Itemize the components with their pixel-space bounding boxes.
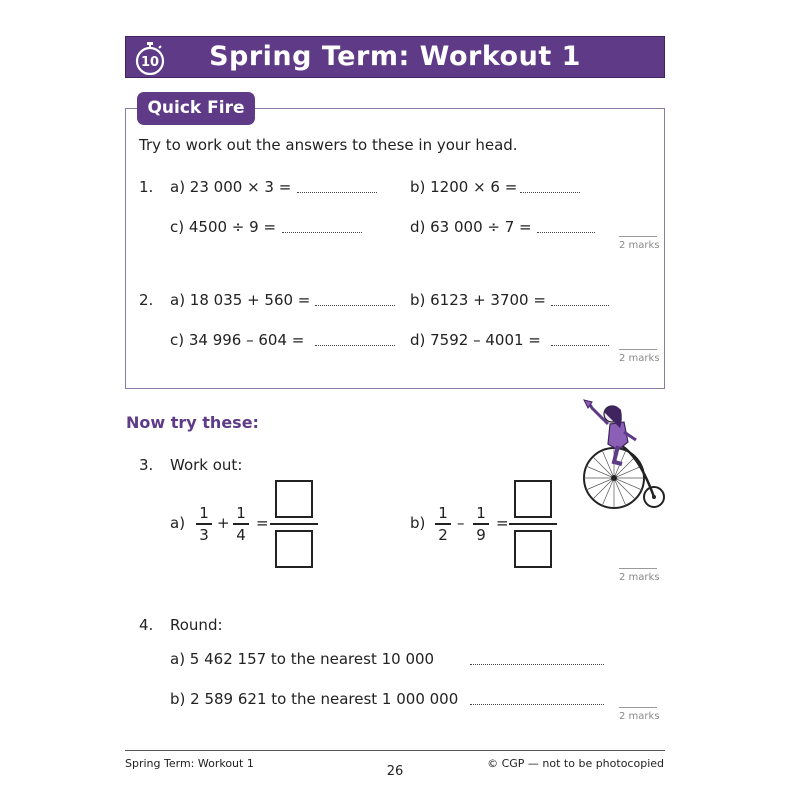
q4a-text: a) 5 462 157 to the nearest 10 000 [170, 650, 435, 668]
timer-label: 10 [140, 55, 160, 70]
q2-number: 2. [139, 291, 154, 309]
q3b-fraction-bar-2 [473, 523, 489, 525]
q3b-denominator-2: 9 [476, 526, 486, 544]
q4a-answer[interactable] [470, 664, 604, 665]
q1b-answer[interactable] [520, 192, 580, 193]
q1b-text: b) 1200 × 6 = [410, 178, 518, 196]
q1c-text: c) 4500 ÷ 9 = [170, 218, 277, 236]
q3a-label: a) [170, 514, 186, 532]
q3a-fraction-bar-2 [233, 523, 249, 525]
q3b-denominator-input[interactable] [514, 530, 552, 568]
q3-prompt: Work out: [170, 456, 243, 474]
penny-farthing-cyclist-illustration [578, 398, 668, 510]
footer-divider [125, 750, 665, 751]
q2d-answer[interactable] [551, 345, 609, 346]
q1a-answer[interactable] [297, 192, 377, 193]
q3a-denominator-1: 3 [199, 526, 209, 544]
title-bar [125, 36, 665, 78]
q3b-operator: – [457, 514, 465, 532]
q4-marks: 2 marks [619, 711, 660, 722]
q3a-numerator-1: 1 [199, 504, 209, 522]
q3b-denominator-1: 2 [438, 526, 448, 544]
q1d-text: d) 63 000 ÷ 7 = [410, 218, 532, 236]
q3-marks-box[interactable] [619, 568, 657, 569]
q1a-text: a) 23 000 × 3 = [170, 178, 292, 196]
q3a-equals: = [256, 514, 269, 532]
q3-number: 3. [139, 456, 154, 474]
q3a-numerator-2: 1 [236, 504, 246, 522]
q1d-answer[interactable] [537, 232, 595, 233]
q4-prompt: Round: [170, 616, 223, 634]
q3a-fraction-bar-1 [196, 523, 212, 525]
q2d-text: d) 7592 – 4001 = [410, 331, 541, 349]
q3b-equals: = [496, 514, 509, 532]
q2c-text: c) 34 996 – 604 = [170, 331, 305, 349]
q3b-numerator-2: 1 [476, 504, 486, 522]
q3a-operator: + [217, 514, 230, 532]
page-title: Spring Term: Workout 1 [209, 41, 581, 72]
q2b-answer[interactable] [551, 305, 609, 306]
q4b-answer[interactable] [470, 704, 604, 705]
q3b-answer-bar [509, 523, 557, 525]
q1-number: 1. [139, 178, 154, 196]
q2a-answer[interactable] [315, 305, 395, 306]
q3-marks: 2 marks [619, 572, 660, 583]
q3b-numerator-1: 1 [438, 504, 448, 522]
q2-marks: 2 marks [619, 353, 660, 364]
page-number: 26 [386, 764, 404, 779]
q1-marks: 2 marks [619, 240, 660, 251]
q3a-denominator-2: 4 [236, 526, 246, 544]
q4-number: 4. [139, 616, 154, 634]
now-try-heading: Now try these: [126, 413, 259, 432]
q3b-label: b) [410, 514, 426, 532]
quick-fire-tab: Quick Fire [137, 92, 255, 125]
instruction: Try to work out the answers to these in your head. [139, 136, 518, 154]
footer-copyright: © CGP — not to be photocopied [487, 757, 664, 770]
q2a-text: a) 18 035 + 560 = [170, 291, 311, 309]
q3a-answer-bar [270, 523, 318, 525]
q2c-answer[interactable] [315, 345, 395, 346]
q3b-fraction-bar-1 [435, 523, 451, 525]
q1-marks-box[interactable] [619, 236, 657, 237]
footer-left: Spring Term: Workout 1 [125, 757, 254, 770]
q3a-numerator-input[interactable] [275, 480, 313, 518]
q4-marks-box[interactable] [619, 707, 657, 708]
q1c-answer[interactable] [282, 232, 362, 233]
q3b-numerator-input[interactable] [514, 480, 552, 518]
q4b-text: b) 2 589 621 to the nearest 1 000 000 [170, 690, 459, 708]
q2b-text: b) 6123 + 3700 = [410, 291, 546, 309]
q3a-denominator-input[interactable] [275, 530, 313, 568]
q2-marks-box[interactable] [619, 349, 657, 350]
